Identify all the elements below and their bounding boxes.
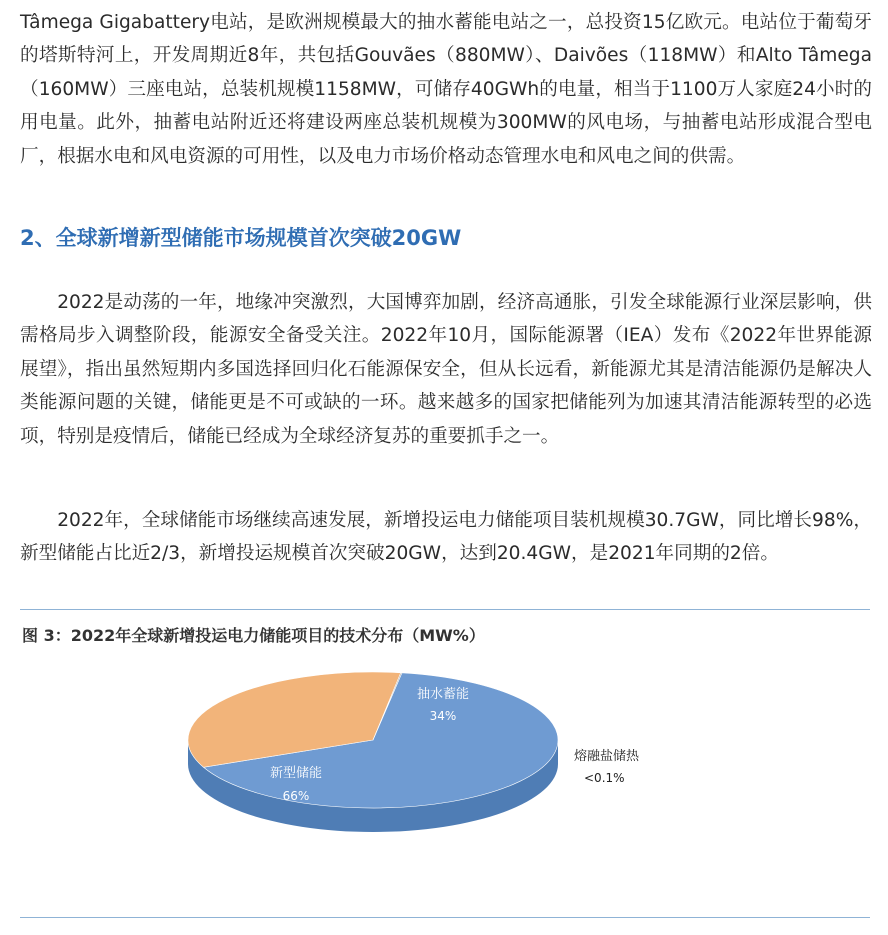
pie-chart xyxy=(0,660,888,910)
paragraph-2022-overview: 2022是动荡的一年，地缘冲突激烈，大国博弈加剧，经济高通胀，引发全球能源行业深层影响，供需格局步入调整阶段，能源安全备受关注。2022年10月，国际能源署（IEA）发布《2022年世界能源展望》，指出虽然短期内多国选择回归化石能源保安全，但从长远看，新能源尤其是清洁能源仍是解决人类能源问题的关键，储能更是不可或缺的一环。越来越多的国家把储能列为加速其清洁能源转型的必选项，特别是疫情后，储能已经成为全球经济复苏的重要抓手之一。 xyxy=(20,292,872,447)
pie-value-pumped-hydro: 34% xyxy=(429,709,457,723)
pie-value-molten-salt: <0.1% xyxy=(584,771,625,785)
figure-top-rule xyxy=(20,609,870,610)
pie-label-molten-salt: 熔融盐储热 xyxy=(574,749,640,764)
pie-value-new-storage: 66% xyxy=(282,789,310,803)
figure-bottom-rule xyxy=(20,917,870,918)
pie-label-new-storage: 新型储能 xyxy=(269,766,323,781)
figure-caption: 图 3：2022年全球新增投运电力储能项目的技术分布（MW%） xyxy=(22,626,485,645)
section-heading: 2、全球新增新型储能市场规模首次突破20GW xyxy=(20,226,462,250)
paragraph-tamega: Tâmega Gigabattery电站，是欧洲规模最大的抽水蓄能电站之一，总投资15亿欧元。电站位于葡萄牙的塔斯特河上，开发周期近8年，共包括Gouvães（880MW）、Daivões（118MW）和Alto Tâmega（160MW）三座电站，总装机规模1158MW，可储存40GWh的电量，相当于1100万人家庭24小时的用电量。此外，抽蓄电站附近还将建设两座总装机规模为300MW的风电场，与抽蓄电站形成混合型电厂，根据水电和风电资源的可用性，以及电力市场价格动态管理水电和风电之间的供需。 xyxy=(20,12,872,167)
pie-label-pumped-hydro: 抽水蓄能 xyxy=(416,687,470,702)
paragraph-2022-market: 2022年，全球储能市场继续高速发展，新增投运电力储能项目装机规模30.7GW，同比增长98%，新型储能占比近2/3，新增投运规模首次突破20GW，达到20.4GW，是2021年同期的2倍。 xyxy=(20,510,872,565)
